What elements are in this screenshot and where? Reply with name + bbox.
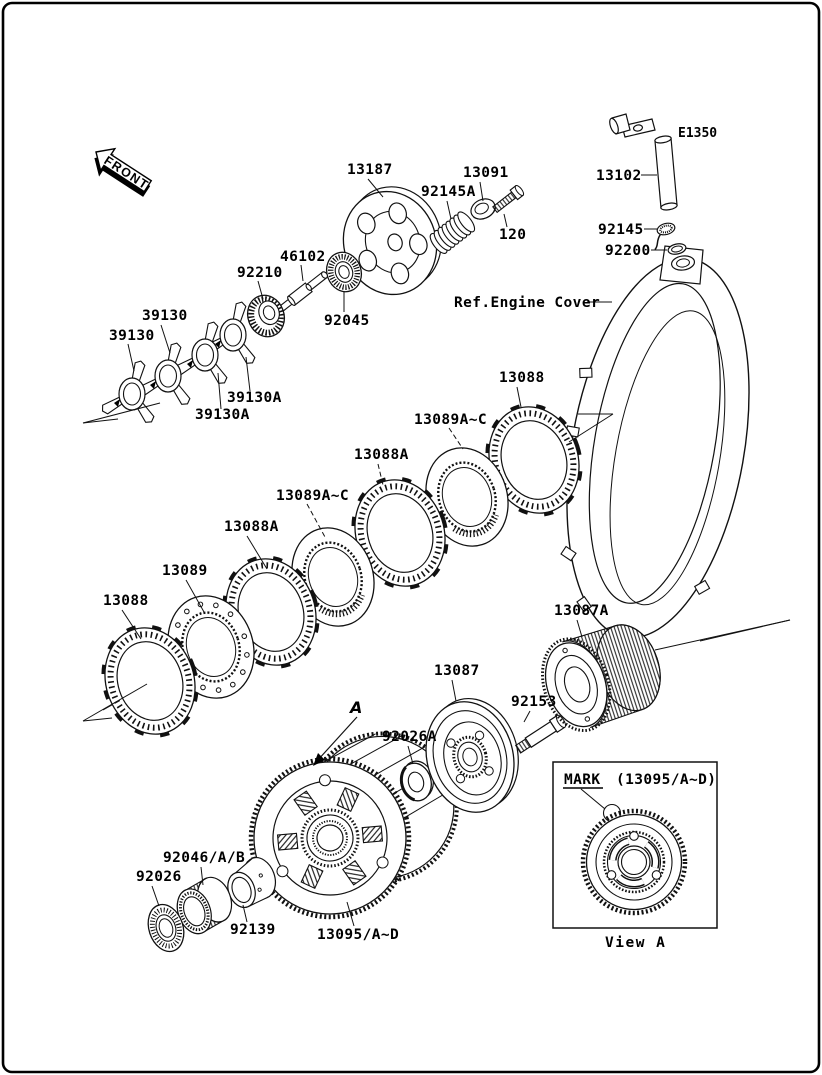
view-a-caption: View A: [605, 935, 667, 951]
part-label-13088a-2: 13088A: [224, 519, 279, 535]
view-a-box: [553, 762, 717, 951]
part-label-39130-1: 39130: [142, 308, 188, 324]
part-label-13089: 13089: [162, 563, 208, 579]
part-label-39130a-1: 39130A: [227, 390, 282, 406]
front-arrow-label: FRONT: [101, 153, 152, 193]
part-label-92026: 92026: [136, 869, 182, 885]
part-label-92026a: 92026A: [382, 729, 437, 745]
part-label-92045: 92045: [324, 313, 370, 329]
part-label-13102: 13102: [596, 168, 642, 184]
part-label-13089ac-1: 13089A~C: [414, 412, 488, 428]
mark-ref-label: (13095/A~D): [616, 772, 717, 788]
part-label-46102: 46102: [280, 249, 326, 265]
part-label-92153: 92153: [511, 694, 557, 710]
part-label-13087a: 13087A: [554, 603, 609, 619]
part-label-13087: 13087: [434, 663, 480, 679]
part-label-92145: 92145: [598, 222, 644, 238]
part-label-13095ad: 13095/A~D: [317, 927, 400, 943]
part-label-92210: 92210: [237, 265, 283, 281]
part-label-13088-1: 13088: [499, 370, 545, 386]
part-label-13187: 13187: [347, 162, 393, 178]
part-label-92046ab: 92046/A/B: [163, 850, 246, 866]
part-label-92200: 92200: [605, 243, 651, 259]
part-label-13088a-1: 13088A: [354, 447, 409, 463]
part-label-13089ac-2: 13089A~C: [276, 488, 350, 504]
mark-label: MARK: [564, 772, 601, 788]
part-label-39130a-2: 39130A: [195, 407, 250, 423]
part-label-39130-2: 39130: [109, 328, 155, 344]
part-label-120: 120: [499, 227, 527, 243]
part-label-92145a: 92145A: [421, 184, 476, 200]
part-label-13091: 13091: [463, 165, 509, 181]
diagram-code-label: E1350: [678, 126, 718, 141]
part-label-92139: 92139: [230, 922, 276, 938]
assembly-marker-label: A: [350, 698, 363, 717]
part-label-13088-2: 13088: [103, 593, 149, 609]
engine-cover-ref-label: Ref.Engine Cover: [454, 295, 601, 311]
